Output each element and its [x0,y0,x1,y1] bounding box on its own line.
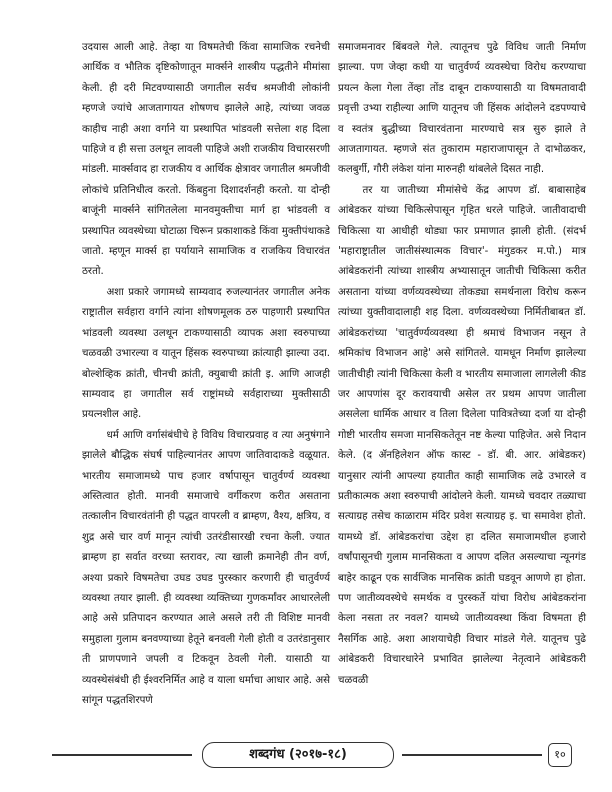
right-paragraph-1: समाजमनावर बिंबवले गेले. त्यातूनच पुढे विविध जाती निर्माण झाल्या. पण जेव्हा कधी या चातुर्वर्ण्य व्यवस्थेचा विरोध करण्याचा प्रयत्न केला गेला तेंव्हा तोंड दाबून टाकण्यासाठी या विषमतावादी प्रवृत्ती उभ्या राहील्या आणि यातूनच जी हिंसक आंदोलने दडपण्याचे व स्वतंत्र बुद्धीच्या विचारवंताना मारण्याचे सत्र सुरु झाले ते आजतागायत. म्हणजे संत तुकाराम महाराजापासून ते दाभोळकर, कलबुर्गी, गौरी लंकेश यांना मारुनही थांबलेले दिसत नाही. [338,42,586,176]
page-footer [52,740,574,770]
page-number: १० [548,743,572,767]
right-paragraph-2: तर या जातीच्या मीमांसेचे केंद्र आपण डॉ. बाबासाहेब आंबेडकर यांच्या चिकित्सेपासून गृहित धरले पाहिजे. जातीवादाची चिकित्सा या आधीही थोड्या फार प्रमाणात झाली होती. (संदर्भ 'महाराष्ट्रातील जातीसंस्थात्मक विचार'- मंगुडकर म.पो.) मात्र आंबेडकरांनी त्यांच्या शास्त्रीय अभ्यासातून जातीची चिकित्सा करीत असताना यांच्या वर्णव्यवस्थेच्या तोकड्या समर्थनाला विरोध करून त्यांच्या युक्तीवादालाही शह दिला. वर्णव्यवस्थेच्या निर्मितीबाबत डॉ. आंबेडकरांच्या 'चातुर्वर्ण्यव्यवस्था ही श्रमाचं विभाजन नसून ते श्रमिकांच विभाजन आहे' असे सांगितले. यामधून निर्माण झालेल्या जातीचीही त्यांनी चिकित्सा केली व भारतीय समाजाला लागलेली कीड जर आपणांस दूर करावयाची असेल तर प्रथम आपण जातीला असलेला धार्मिक आधार व तिला दिलेला पावित्रतेच्या दर्जा या दोन्ही गोष्टी भारतीय समजा मानसिकतेतून नष्ट केल्या पाहिजेत. असे निदान केले. (द ॲनहिलेशन ऑफ कास्ट - डॉ. बी. आर. आंबेडकर) यानुसार त्यांनी आपल्या हयातीत काही सामाजिक लढे उभारले व प्रतीकात्मक अशा स्वरुपाची आंदोलने केली. यामध्ये चवदार तळ्याचा सत्याग्रह तसेच काळाराम मंदिर प्रवेश सत्याग्रह इ. चा समावेश होतो. यामध्ये डॉ. आंबेडकरांचा उद्देश हा दलित समाजामधील हजारो वर्षांपासूनची गुलाम मानसिकता व आपण दलित असल्याचा न्यूनगंड बाहेर काढून एक सार्वजिक मानसिक क्रांती घडवून आणणे हा होता. पण जातीव्यवस्थेचे समर्थक व पुरस्कर्ते यांचा विरोध आंबेडकरांना केला नसता तर नवल? यामध्ये जातीव्यवस्था किंवा विषमता ही नैसर्गिक आहे. अशा आशयाचेही विचार मांडले गेले. यातूनच पुढे आंबेडकरी विचारधारेने प्रभावित झालेल्या नेतृत्वाने आंबेडकरी चळवळी [338,184,586,686]
footer-divider-right [402,754,542,756]
left-column [82,38,330,711]
left-paragraph-1: उदयास आली आहे. तेव्हा या विषमतेची किंवा सामाजिक रचनेची आर्थिक व भौतिक दृष्टिकोणातून मार्क्सने शास्त्रीय पद्धतीने मीमांसा केली. ही दरी मिटवण्यासाठी जगातील सर्वच श्रमजीवी लोकांनी म्हणजे ज्यांचे आजतागायत शोषणच झालेले आहे, त्यांच्या जवळ काहीच नाही अशा वर्गाने या प्रस्थापित भांडवली सत्तेला शह दिला पाहिजे व ही सत्ता उलथून लावली पाहिजे अशी राजकीय विचारसरणी मांडली. मार्क्सवाद हा राजकीय व आर्थिक क्षेत्रावर जगातील श्रमजीवी लोकांचे प्रतिनिधीत्व करतो. किंबहुना दिशादर्शनही करतो. या दोन्ही बाजूंनी मार्क्सने सांगितलेला मानवमुक्तीचा मार्ग हा भांडवली व प्रस्थापित व्यवस्थेच्या घोटाळा चिरून प्रकाशाकडे किंवा मुक्तीपंथाकडे जातो. म्हणून मार्क्स हा पर्यायाने सामाजिक व राजकिय विचारवंत ठरतो. [82,42,331,278]
footer-divider-left [52,754,192,756]
left-paragraph-2: अशा प्रकारे जगामध्ये साम्यवाद रुजल्यानंतर जगातील अनेक राष्ट्रातील सर्वहारा वर्गाने त्यांना शोषणमूलक ठरु पाहणारी प्रस्थापित भांडवली व्यवस्था उलथून टाकण्यासाठी व्यापक अशा स्वरुपाच्या चळवळी उभारल्या व यातून हिंसक स्वरुपाच्या क्रांत्याही झाल्या उदा. बोल्शेव्हिक क्रांती, चीनची क्रांती, क्युबाची क्रांती इ. आणि आजही साम्यवाद हा जगातील सर्व राष्ट्रांमध्ये सर्वहाराच्या मुक्तीसाठी प्रयत्नशील आहे. [82,286,330,421]
footer-title: शब्दगंध (२०१७-१८) [202,742,394,768]
right-column [338,38,586,691]
left-paragraph-3: धर्म आणि वर्गासंबंधीचे हे विविध विचारप्रवाह व त्या अनुषंगाने झालेले बौद्धिक संघर्ष पाहिल्यानंतर आपण जातिवादाकडे वळूयात. भारतीय समाजामध्ये पाच हजार वर्षापासून चातुर्वर्ण्य व्यवस्था अस्तित्वात होती. मानवी समाजाचे वर्गीकरण करीत असताना तत्कालीन विचारवंतांनी ही पद्धत वापरली व ब्राम्हण, वैश्य, क्षत्रिय, व शुद्र असे चार वर्ण मानून त्यांची उतरंडीसारखी रचना केली. ज्यात ब्राम्हण हा सर्वात वरच्या स्तरावर, त्या खाली क्रमानेही तीन वर्ण, अश्या प्रकारे विषमतेचा उघड उघड पुरस्कार करणारी ही चातुर्वर्ण्य व्यवस्था तयार झाली. ही व्यवस्था व्यक्तिच्या गुणकर्मांवर आधारलेली आहे असे प्रतिपादन करण्यात आले असले तरी ती विशिष्ट मानवी समुहाला गुलाम बनवण्याच्या हेतूने बनवली गेली होती व उतरंडानुसार ती प्राणपणाने जपली व टिकवून ठेवली गेली. यासाठी या व्यवस्थेसंबंधी ही ईश्वरनिर्मित आहे व याला धर्माचा आधार आहे. असे सांगून पद्धतशिरपणे [82,429,330,706]
